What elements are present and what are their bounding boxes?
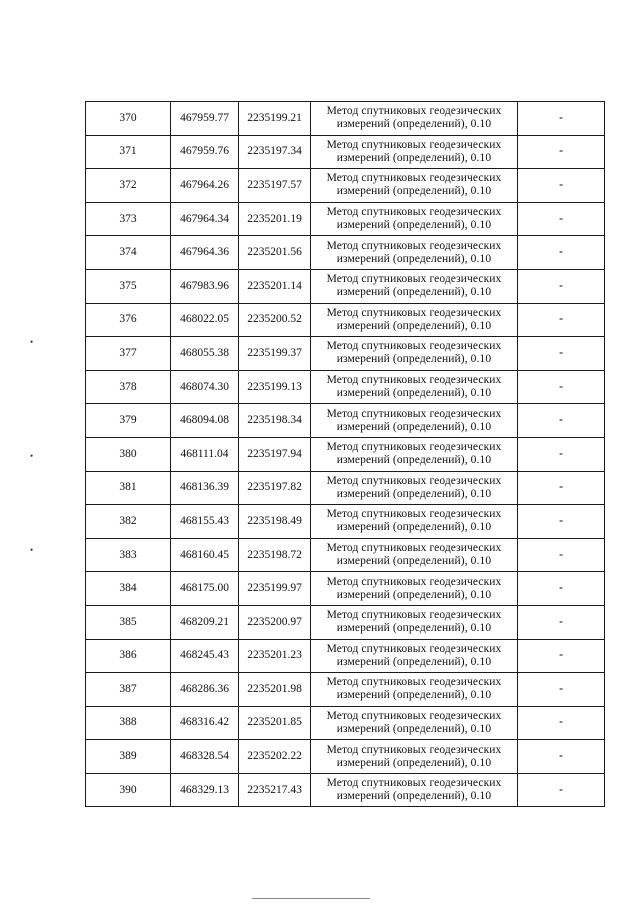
method-cell [311, 337, 518, 371]
method-cell [311, 370, 518, 404]
y-coordinate-cell: 2235202.22 [239, 740, 311, 774]
method-cell [311, 135, 518, 169]
table-row [86, 169, 605, 203]
y-coordinate-cell: 2235198.34 [239, 404, 311, 438]
table-row [86, 605, 605, 639]
y-coordinate-cell: 2235201.23 [239, 639, 311, 673]
point-number-cell: 379 [86, 404, 171, 438]
method-line-1: Метод спутниковых геодезических [326, 441, 502, 454]
method-line-1: Метод спутниковых геодезических [326, 206, 502, 219]
table-row [86, 572, 605, 606]
method-line-1: Метод спутниковых геодезических [326, 105, 502, 118]
method-line-2: измерений (определений), 0.10 [336, 252, 492, 265]
x-coordinate-cell: 468136.39 [171, 471, 239, 505]
point-number-cell: 384 [86, 572, 171, 606]
point-number-cell: 380 [86, 437, 171, 471]
y-coordinate-cell: 2235197.34 [239, 135, 311, 169]
description-cell: - [518, 673, 605, 707]
x-coordinate-cell: 468160.45 [171, 538, 239, 572]
method-line-2: измерений (определений), 0.10 [336, 387, 492, 400]
x-coordinate-cell: 467964.36 [171, 236, 239, 270]
y-coordinate-cell: 2235197.94 [239, 437, 311, 471]
method-cell [311, 269, 518, 303]
description-cell: - [518, 102, 605, 136]
table-row [86, 303, 605, 337]
x-coordinate-cell: 467964.34 [171, 202, 239, 236]
method-cell [311, 773, 518, 807]
method-line-2: измерений (определений), 0.10 [336, 555, 492, 568]
method-cell [311, 505, 518, 539]
method-line-2: измерений (определений), 0.10 [336, 756, 492, 769]
method-line-2: измерений (определений), 0.10 [336, 118, 492, 131]
coordinates-table [85, 101, 605, 807]
y-coordinate-cell: 2235201.14 [239, 269, 311, 303]
x-coordinate-cell: 468055.38 [171, 337, 239, 371]
method-line-2: измерений (определений), 0.10 [336, 588, 492, 601]
point-number-cell: 390 [86, 773, 171, 807]
table-row [86, 370, 605, 404]
table-row [86, 538, 605, 572]
y-coordinate-cell: 2235199.97 [239, 572, 311, 606]
description-cell: - [518, 471, 605, 505]
x-coordinate-cell: 468245.43 [171, 639, 239, 673]
table-row [86, 337, 605, 371]
method-line-1: Метод спутниковых геодезических [326, 407, 502, 420]
method-cell [311, 605, 518, 639]
y-coordinate-cell: 2235197.82 [239, 471, 311, 505]
method-line-2: измерений (определений), 0.10 [336, 722, 492, 735]
y-coordinate-cell: 2235199.37 [239, 337, 311, 371]
point-number-cell: 375 [86, 269, 171, 303]
margin-mark: • [30, 337, 34, 347]
description-cell: - [518, 773, 605, 807]
method-line-2: измерений (определений), 0.10 [336, 689, 492, 702]
x-coordinate-cell: 468316.42 [171, 706, 239, 740]
x-coordinate-cell: 467959.77 [171, 102, 239, 136]
description-cell: - [518, 639, 605, 673]
method-line-2: измерений (определений), 0.10 [336, 487, 492, 500]
method-cell [311, 673, 518, 707]
method-line-2: измерений (определений), 0.10 [336, 454, 492, 467]
method-line-1: Метод спутниковых геодезических [326, 138, 502, 151]
x-coordinate-cell: 468074.30 [171, 370, 239, 404]
method-cell [311, 303, 518, 337]
margin-mark: • [30, 451, 34, 461]
method-cell [311, 404, 518, 438]
x-coordinate-cell: 468286.36 [171, 673, 239, 707]
description-cell: - [518, 740, 605, 774]
method-cell [311, 202, 518, 236]
y-coordinate-cell: 2235198.49 [239, 505, 311, 539]
description-cell: - [518, 269, 605, 303]
method-line-1: Метод спутниковых геодезических [326, 743, 502, 756]
point-number-cell: 387 [86, 673, 171, 707]
method-line-1: Метод спутниковых геодезических [326, 575, 502, 588]
method-cell [311, 102, 518, 136]
description-cell: - [518, 303, 605, 337]
point-number-cell: 372 [86, 169, 171, 203]
method-line-2: измерений (определений), 0.10 [336, 353, 492, 366]
description-cell: - [518, 202, 605, 236]
method-line-2: измерений (определений), 0.10 [336, 790, 492, 803]
x-coordinate-cell: 468094.08 [171, 404, 239, 438]
y-coordinate-cell: 2235201.98 [239, 673, 311, 707]
method-line-2: измерений (определений), 0.10 [336, 521, 492, 534]
x-coordinate-cell: 468155.43 [171, 505, 239, 539]
method-line-2: измерений (определений), 0.10 [336, 219, 492, 232]
method-line-1: Метод спутниковых геодезических [326, 709, 502, 722]
x-coordinate-cell: 467983.96 [171, 269, 239, 303]
y-coordinate-cell: 2235197.57 [239, 169, 311, 203]
x-coordinate-cell: 468328.54 [171, 740, 239, 774]
method-line-2: измерений (определений), 0.10 [336, 319, 492, 332]
table-row [86, 505, 605, 539]
method-line-1: Метод спутниковых геодезических [326, 340, 502, 353]
y-coordinate-cell: 2235201.19 [239, 202, 311, 236]
method-cell [311, 437, 518, 471]
y-coordinate-cell: 2235201.85 [239, 706, 311, 740]
description-cell: - [518, 437, 605, 471]
method-line-2: измерений (определений), 0.10 [336, 286, 492, 299]
table-row [86, 269, 605, 303]
table-row [86, 471, 605, 505]
method-line-1: Метод спутниковых геодезических [326, 374, 502, 387]
method-cell [311, 538, 518, 572]
x-coordinate-cell: 467964.26 [171, 169, 239, 203]
method-line-2: измерений (определений), 0.10 [336, 420, 492, 433]
method-cell [311, 471, 518, 505]
method-cell [311, 740, 518, 774]
table-row [86, 673, 605, 707]
method-line-1: Метод спутниковых геодезических [326, 508, 502, 521]
point-number-cell: 371 [86, 135, 171, 169]
x-coordinate-cell: 468022.05 [171, 303, 239, 337]
table-row [86, 404, 605, 438]
description-cell: - [518, 505, 605, 539]
method-line-2: измерений (определений), 0.10 [336, 655, 492, 668]
y-coordinate-cell: 2235199.13 [239, 370, 311, 404]
x-coordinate-cell: 468209.21 [171, 605, 239, 639]
description-cell: - [518, 572, 605, 606]
method-cell [311, 706, 518, 740]
method-cell [311, 169, 518, 203]
table-row [86, 236, 605, 270]
table-row [86, 706, 605, 740]
y-coordinate-cell: 2235201.56 [239, 236, 311, 270]
method-line-1: Метод спутниковых геодезических [326, 306, 502, 319]
point-number-cell: 378 [86, 370, 171, 404]
x-coordinate-cell: 467959.76 [171, 135, 239, 169]
y-coordinate-cell: 2235217.43 [239, 773, 311, 807]
method-line-1: Метод спутниковых геодезических [326, 609, 502, 622]
footer-rule [252, 898, 370, 899]
description-cell: - [518, 538, 605, 572]
method-line-1: Метод спутниковых геодезических [326, 239, 502, 252]
method-line-1: Метод спутниковых геодезических [326, 777, 502, 790]
x-coordinate-cell: 468175.00 [171, 572, 239, 606]
table-row [86, 639, 605, 673]
point-number-cell: 382 [86, 505, 171, 539]
point-number-cell: 370 [86, 102, 171, 136]
point-number-cell: 386 [86, 639, 171, 673]
y-coordinate-cell: 2235199.21 [239, 102, 311, 136]
point-number-cell: 388 [86, 706, 171, 740]
table-row [86, 202, 605, 236]
method-line-2: измерений (определений), 0.10 [336, 622, 492, 635]
point-number-cell: 377 [86, 337, 171, 371]
point-number-cell: 373 [86, 202, 171, 236]
x-coordinate-cell: 468111.04 [171, 437, 239, 471]
description-cell: - [518, 169, 605, 203]
description-cell: - [518, 135, 605, 169]
point-number-cell: 385 [86, 605, 171, 639]
point-number-cell: 381 [86, 471, 171, 505]
point-number-cell: 383 [86, 538, 171, 572]
table-row [86, 135, 605, 169]
method-line-1: Метод спутниковых геодезических [326, 474, 502, 487]
table-row [86, 773, 605, 807]
description-cell: - [518, 605, 605, 639]
point-number-cell: 374 [86, 236, 171, 270]
margin-mark: • [30, 545, 34, 555]
description-cell: - [518, 404, 605, 438]
method-line-1: Метод спутниковых геодезических [326, 273, 502, 286]
table-row [86, 437, 605, 471]
method-line-1: Метод спутниковых геодезических [326, 642, 502, 655]
coordinates-table-body [86, 102, 605, 807]
method-line-2: измерений (определений), 0.10 [336, 151, 492, 164]
method-cell [311, 572, 518, 606]
y-coordinate-cell: 2235200.52 [239, 303, 311, 337]
method-line-1: Метод спутниковых геодезических [326, 676, 502, 689]
description-cell: - [518, 337, 605, 371]
method-cell [311, 639, 518, 673]
description-cell: - [518, 236, 605, 270]
description-cell: - [518, 370, 605, 404]
table-row [86, 740, 605, 774]
method-line-1: Метод спутниковых геодезических [326, 542, 502, 555]
method-line-1: Метод спутниковых геодезических [326, 172, 502, 185]
point-number-cell: 376 [86, 303, 171, 337]
y-coordinate-cell: 2235198.72 [239, 538, 311, 572]
table-row [86, 102, 605, 136]
y-coordinate-cell: 2235200.97 [239, 605, 311, 639]
description-cell: - [518, 706, 605, 740]
point-number-cell: 389 [86, 740, 171, 774]
method-line-2: измерений (определений), 0.10 [336, 185, 492, 198]
method-cell [311, 236, 518, 270]
x-coordinate-cell: 468329.13 [171, 773, 239, 807]
